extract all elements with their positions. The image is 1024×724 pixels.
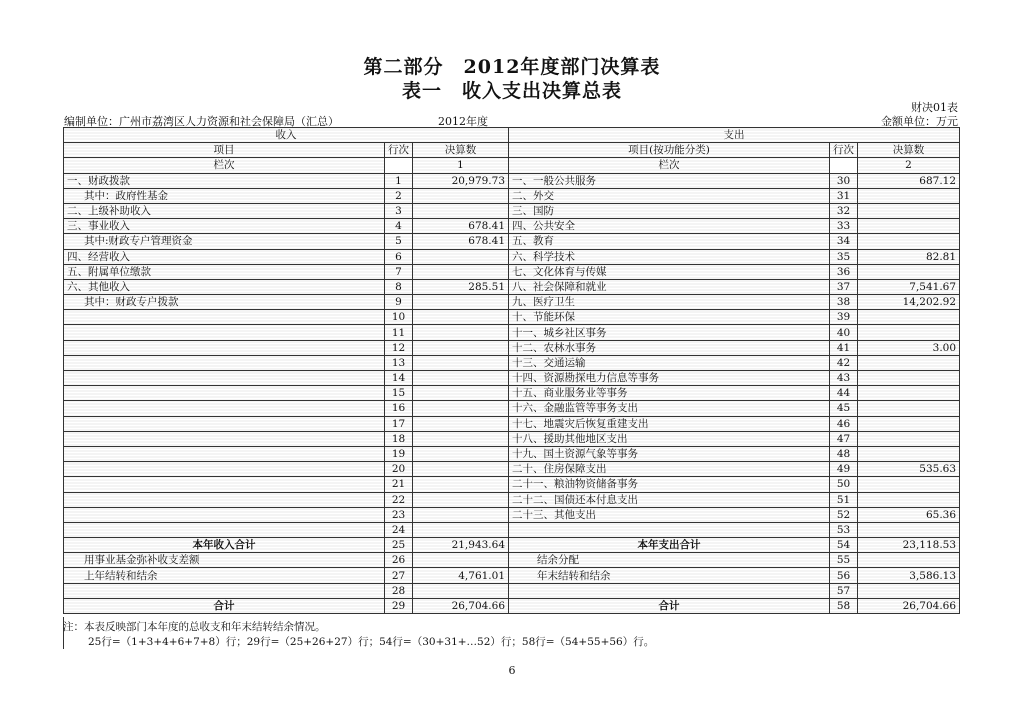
income-amount	[413, 446, 509, 461]
expense-item: 六、科学技术	[509, 249, 830, 264]
expense-item: 五、教育	[509, 234, 830, 249]
page-title: 第二部分 2012年度部门决算表	[363, 56, 661, 78]
expense-item: 二十二、国债还本付息支出	[509, 492, 830, 507]
table-row	[64, 568, 960, 583]
expense-amount	[858, 203, 960, 218]
expense-amount: 82.81	[858, 249, 960, 264]
expense-line: 32	[830, 203, 858, 218]
expense-amount	[858, 355, 960, 370]
expense-line: 53	[830, 522, 858, 537]
expense-line: 50	[830, 477, 858, 492]
income-line: 14	[385, 371, 413, 386]
table-row	[64, 203, 960, 218]
column-header-row	[64, 143, 960, 158]
income-item: 用事业基金弥补收支差额	[64, 553, 385, 568]
expense-line: 37	[830, 279, 858, 294]
grand-income-line: 29	[385, 598, 413, 613]
expense-line: 51	[830, 492, 858, 507]
income-item	[64, 462, 385, 477]
expense-line: 43	[830, 371, 858, 386]
income-amount	[413, 188, 509, 203]
col-line2: 行次	[830, 143, 858, 158]
income-amount	[413, 401, 509, 416]
section-header-row	[64, 128, 960, 143]
table-row	[64, 477, 960, 492]
expense-amount: 65.36	[858, 507, 960, 522]
expense-amount	[858, 401, 960, 416]
table-row	[64, 249, 960, 264]
income-item: 其中：政府性基金	[64, 188, 385, 203]
expense-item: 十九、国土资源气象等事务	[509, 446, 830, 461]
income-amount	[413, 340, 509, 355]
table-subtitle: 表一 收入支出决算总表	[401, 80, 622, 102]
income-amount	[413, 264, 509, 279]
col-line: 行次	[385, 143, 413, 158]
income-line: 12	[385, 340, 413, 355]
expense-line: 48	[830, 446, 858, 461]
income-line: 26	[385, 553, 413, 568]
expense-amount	[858, 416, 960, 431]
expense-amount	[858, 188, 960, 203]
expense-amount	[858, 583, 960, 598]
grand-total-label: 合计	[64, 598, 385, 613]
expense-item: 十八、援助其他地区支出	[509, 431, 830, 446]
income-header: 收入	[64, 128, 509, 143]
income-line: 2	[385, 188, 413, 203]
income-line: 8	[385, 279, 413, 294]
income-item	[64, 401, 385, 416]
expense-amount	[858, 219, 960, 234]
expense-item: 八、社会保障和就业	[509, 279, 830, 294]
income-amount: 4,761.01	[413, 568, 509, 583]
grand-total-row	[64, 598, 960, 613]
expense-amount	[858, 477, 960, 492]
expense-item: 年末结转和结余	[509, 568, 830, 583]
expense-line: 33	[830, 219, 858, 234]
income-item: 六、其他收入	[64, 279, 385, 294]
expense-item: 九、医疗卫生	[509, 295, 830, 310]
expense-line: 36	[830, 264, 858, 279]
income-amount	[413, 583, 509, 598]
expense-item: 十三、交通运输	[509, 355, 830, 370]
expense-amount: 3.00	[858, 340, 960, 355]
table-row	[64, 219, 960, 234]
income-item	[64, 522, 385, 537]
lanci-row	[64, 158, 960, 173]
expense-amount	[858, 492, 960, 507]
expense-amount: 687.12	[858, 173, 960, 188]
expense-line: 52	[830, 507, 858, 522]
income-line: 7	[385, 264, 413, 279]
expense-amount: 3,586.13	[858, 568, 960, 583]
expense-amount: 14,202.92	[858, 295, 960, 310]
grand-expense-line: 58	[830, 598, 858, 613]
expense-line: 49	[830, 462, 858, 477]
income-line: 4	[385, 219, 413, 234]
expense-amount	[858, 431, 960, 446]
income-amount	[413, 386, 509, 401]
expense-line: 34	[830, 234, 858, 249]
expense-line: 39	[830, 310, 858, 325]
income-item	[64, 340, 385, 355]
income-total-amount: 21,943.64	[413, 538, 509, 553]
table-row	[64, 522, 960, 537]
expense-item: 七、文化体育与传媒	[509, 264, 830, 279]
income-amount: 678.41	[413, 234, 509, 249]
income-item: 三、事业收入	[64, 219, 385, 234]
income-amount	[413, 507, 509, 522]
table-row	[64, 188, 960, 203]
expense-item: 十五、商业服务业等事务	[509, 386, 830, 401]
income-line: 20	[385, 462, 413, 477]
expense-item: 二十一、粮油物资储备事务	[509, 477, 830, 492]
income-item: 一、财政拨款	[64, 173, 385, 188]
lanci-label: 栏次	[64, 158, 385, 173]
income-amount	[413, 295, 509, 310]
income-item	[64, 492, 385, 507]
table-row	[64, 583, 960, 598]
table-row	[64, 507, 960, 522]
income-total-line: 25	[385, 538, 413, 553]
expense-item	[509, 583, 830, 598]
expense-line: 38	[830, 295, 858, 310]
table-row	[64, 325, 960, 340]
income-line: 3	[385, 203, 413, 218]
year-label: 2012年度	[438, 115, 488, 128]
col-item-func: 项目(按功能分类)	[509, 143, 830, 158]
expense-item	[509, 522, 830, 537]
income-item: 四、经营收入	[64, 249, 385, 264]
expense-item: 二十三、其他支出	[509, 507, 830, 522]
note-line-1: 注：本表反映部门本年度的总收支和年末结转结余情况。	[63, 621, 326, 633]
table-row	[64, 492, 960, 507]
income-line: 22	[385, 492, 413, 507]
income-line: 19	[385, 446, 413, 461]
income-item	[64, 507, 385, 522]
income-item	[64, 477, 385, 492]
expense-amount	[858, 386, 960, 401]
lanci-1: 1	[413, 158, 509, 173]
expense-total-line: 54	[830, 538, 858, 553]
page-number: 6	[508, 664, 516, 677]
col-item: 项目	[64, 143, 385, 158]
table-row	[64, 553, 960, 568]
table-row	[64, 416, 960, 431]
table-row	[64, 371, 960, 386]
income-amount	[413, 249, 509, 264]
expense-item: 十四、资源勘探电力信息等事务	[509, 371, 830, 386]
expense-item: 十一、城乡社区事务	[509, 325, 830, 340]
income-line: 10	[385, 310, 413, 325]
income-line: 16	[385, 401, 413, 416]
income-amount: 20,979.73	[413, 173, 509, 188]
expense-item: 十、节能环保	[509, 310, 830, 325]
expense-header: 支出	[509, 128, 960, 143]
expense-amount: 535.63	[858, 462, 960, 477]
income-amount	[413, 203, 509, 218]
income-item	[64, 386, 385, 401]
income-item	[64, 310, 385, 325]
expense-line: 30	[830, 173, 858, 188]
income-total-label: 本年收入合计	[64, 538, 385, 553]
income-item	[64, 446, 385, 461]
table-row	[64, 234, 960, 249]
income-amount	[413, 492, 509, 507]
table-row	[64, 401, 960, 416]
income-item	[64, 583, 385, 598]
lanci-2: 2	[858, 158, 960, 173]
income-line: 9	[385, 295, 413, 310]
table-row	[64, 264, 960, 279]
table-row	[64, 340, 960, 355]
expense-line: 40	[830, 325, 858, 340]
unit-label: 编制单位：广州市荔湾区人力资源和社会保障局（汇总）	[64, 115, 339, 128]
expense-amount: 7,541.67	[858, 279, 960, 294]
expense-item: 结余分配	[509, 553, 830, 568]
income-amount	[413, 310, 509, 325]
col-amount: 决算数	[413, 143, 509, 158]
income-line: 17	[385, 416, 413, 431]
table-row	[64, 173, 960, 188]
income-item	[64, 325, 385, 340]
expense-amount	[858, 310, 960, 325]
income-line: 13	[385, 355, 413, 370]
expense-item: 一、一般公共服务	[509, 173, 830, 188]
income-amount	[413, 477, 509, 492]
income-line: 23	[385, 507, 413, 522]
expense-line: 55	[830, 553, 858, 568]
grand-total-label-2: 合计	[509, 598, 830, 613]
expense-line: 35	[830, 249, 858, 264]
expense-line: 57	[830, 583, 858, 598]
expense-amount	[858, 553, 960, 568]
expense-amount	[858, 234, 960, 249]
income-item: 其中:财政专户管理资金	[64, 234, 385, 249]
expense-item: 十六、金融监管等事务支出	[509, 401, 830, 416]
expense-item: 十二、农林水事务	[509, 340, 830, 355]
expense-item: 三、国防	[509, 203, 830, 218]
income-line: 24	[385, 522, 413, 537]
expense-line: 47	[830, 431, 858, 446]
form-code: 财决01表	[911, 101, 958, 114]
income-line: 1	[385, 173, 413, 188]
income-item	[64, 371, 385, 386]
expense-line: 31	[830, 188, 858, 203]
expense-amount	[858, 522, 960, 537]
income-amount	[413, 431, 509, 446]
amount-unit: 金额单位：万元	[881, 115, 958, 128]
table-row	[64, 462, 960, 477]
income-item: 上年结转和结余	[64, 568, 385, 583]
year-total-row	[64, 538, 960, 553]
expense-total-label: 本年支出合计	[509, 538, 830, 553]
income-amount	[413, 462, 509, 477]
expense-total-amount: 23,118.53	[858, 538, 960, 553]
expense-item: 十七、地震灾后恢复重建支出	[509, 416, 830, 431]
income-line: 5	[385, 234, 413, 249]
income-line: 27	[385, 568, 413, 583]
table-row	[64, 355, 960, 370]
income-amount	[413, 325, 509, 340]
income-item: 其中：财政专户拨款	[64, 295, 385, 310]
income-amount	[413, 371, 509, 386]
expense-line: 41	[830, 340, 858, 355]
expense-line: 56	[830, 568, 858, 583]
income-amount: 285.51	[413, 279, 509, 294]
note-line-2: 25行=（1+3+4+6+7+8）行；29行=（25+26+27）行；54行=（30+31+…52）行；58行=（54+55+56）行。	[88, 636, 655, 648]
income-item: 二、上级补助收入	[64, 203, 385, 218]
income-item	[64, 355, 385, 370]
grand-income-amount: 26,704.66	[413, 598, 509, 613]
budget-summary-table	[63, 127, 960, 614]
expense-line: 42	[830, 355, 858, 370]
income-amount: 678.41	[413, 219, 509, 234]
table-row	[64, 279, 960, 294]
income-amount	[413, 522, 509, 537]
expense-item: 二、外交	[509, 188, 830, 203]
income-line: 21	[385, 477, 413, 492]
table-row	[64, 446, 960, 461]
expense-line: 44	[830, 386, 858, 401]
income-amount	[413, 416, 509, 431]
expense-amount	[858, 325, 960, 340]
income-line: 6	[385, 249, 413, 264]
lanci-label2: 栏次	[509, 158, 830, 173]
table-row	[64, 295, 960, 310]
expense-line: 46	[830, 416, 858, 431]
income-amount	[413, 553, 509, 568]
income-amount	[413, 355, 509, 370]
income-item	[64, 416, 385, 431]
expense-line: 45	[830, 401, 858, 416]
grand-expense-amount: 26,704.66	[858, 598, 960, 613]
expense-amount	[858, 371, 960, 386]
income-line: 11	[385, 325, 413, 340]
table-row	[64, 431, 960, 446]
col-amount2: 决算数	[858, 143, 960, 158]
income-line: 15	[385, 386, 413, 401]
income-item	[64, 431, 385, 446]
income-item: 五、附属单位缴款	[64, 264, 385, 279]
expense-item: 四、公共安全	[509, 219, 830, 234]
expense-item: 二十、住房保障支出	[509, 462, 830, 477]
table-row	[64, 310, 960, 325]
expense-amount	[858, 264, 960, 279]
income-line: 28	[385, 583, 413, 598]
table-row	[64, 386, 960, 401]
expense-amount	[858, 446, 960, 461]
income-line: 18	[385, 431, 413, 446]
